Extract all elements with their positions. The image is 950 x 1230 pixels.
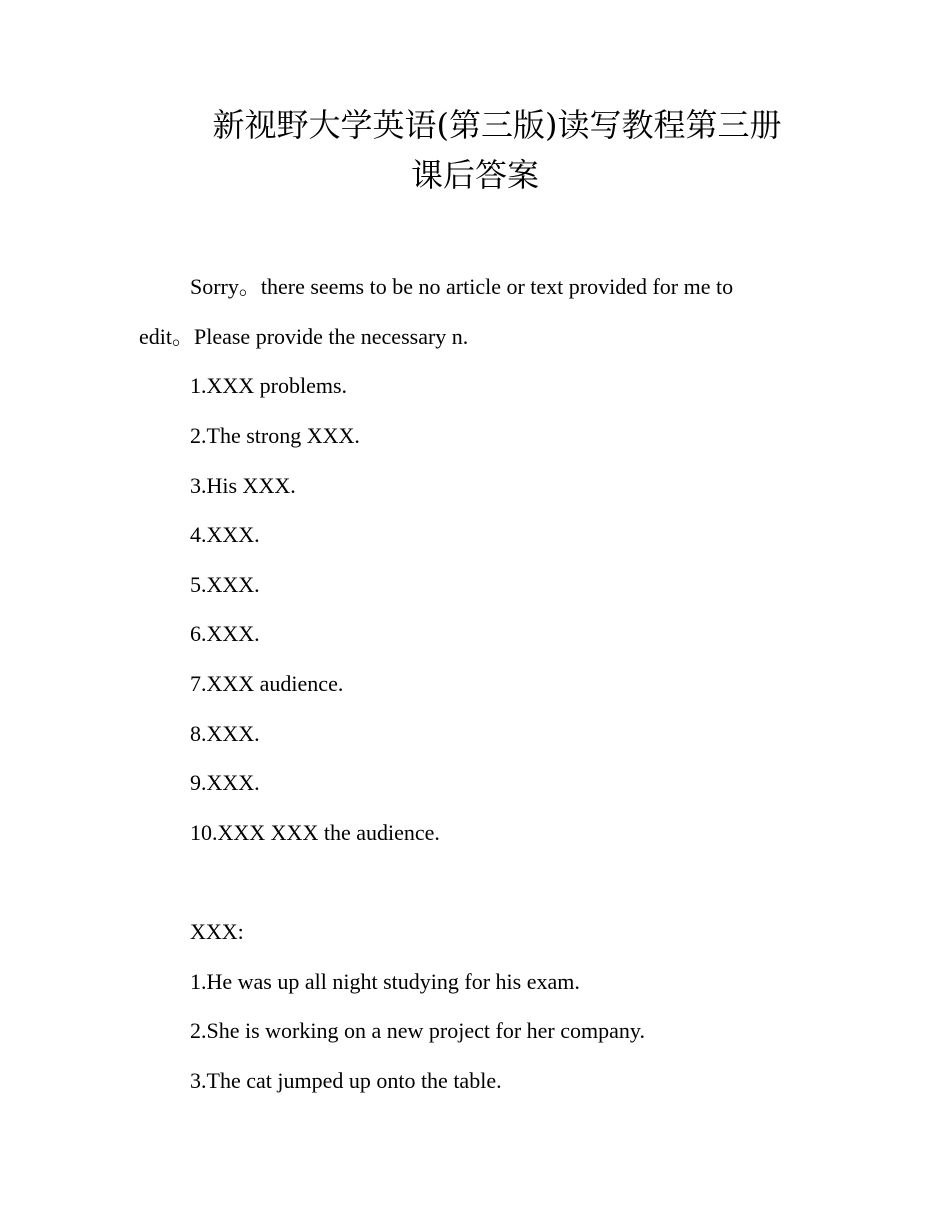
list-item: 1.XXX problems. [190, 373, 348, 398]
list-item: 6.XXX. [190, 621, 260, 646]
document-title-line-1: 新视野大学英语(第三版)读写教程第三册 [212, 106, 782, 144]
list-item: 7.XXX audience. [190, 671, 344, 696]
list-item: 3.His XXX. [190, 473, 296, 498]
list-item: 10.XXX XXX the audience. [190, 820, 440, 845]
intro-paragraph-line-2: edit。Please provide the necessary n. [139, 324, 469, 349]
list-item: 1.He was up all night studying for his exam. [190, 969, 580, 994]
intro-paragraph-line-1: Sorry。there seems to be no article or text provided for me to [190, 274, 734, 299]
list-item: 8.XXX. [190, 721, 260, 746]
list-item: 5.XXX. [190, 572, 260, 597]
list-item: 2.The strong XXX. [190, 423, 360, 448]
list-item: 4.XXX. [190, 522, 260, 547]
list-item: 9.XXX. [190, 770, 260, 795]
list-item: 2.She is working on a new project for her company. [190, 1018, 645, 1043]
document-title-line-2: 课后答案 [410, 156, 539, 194]
list-item: 3.The cat jumped up onto the table. [190, 1068, 502, 1093]
section-heading: XXX: [190, 919, 244, 944]
